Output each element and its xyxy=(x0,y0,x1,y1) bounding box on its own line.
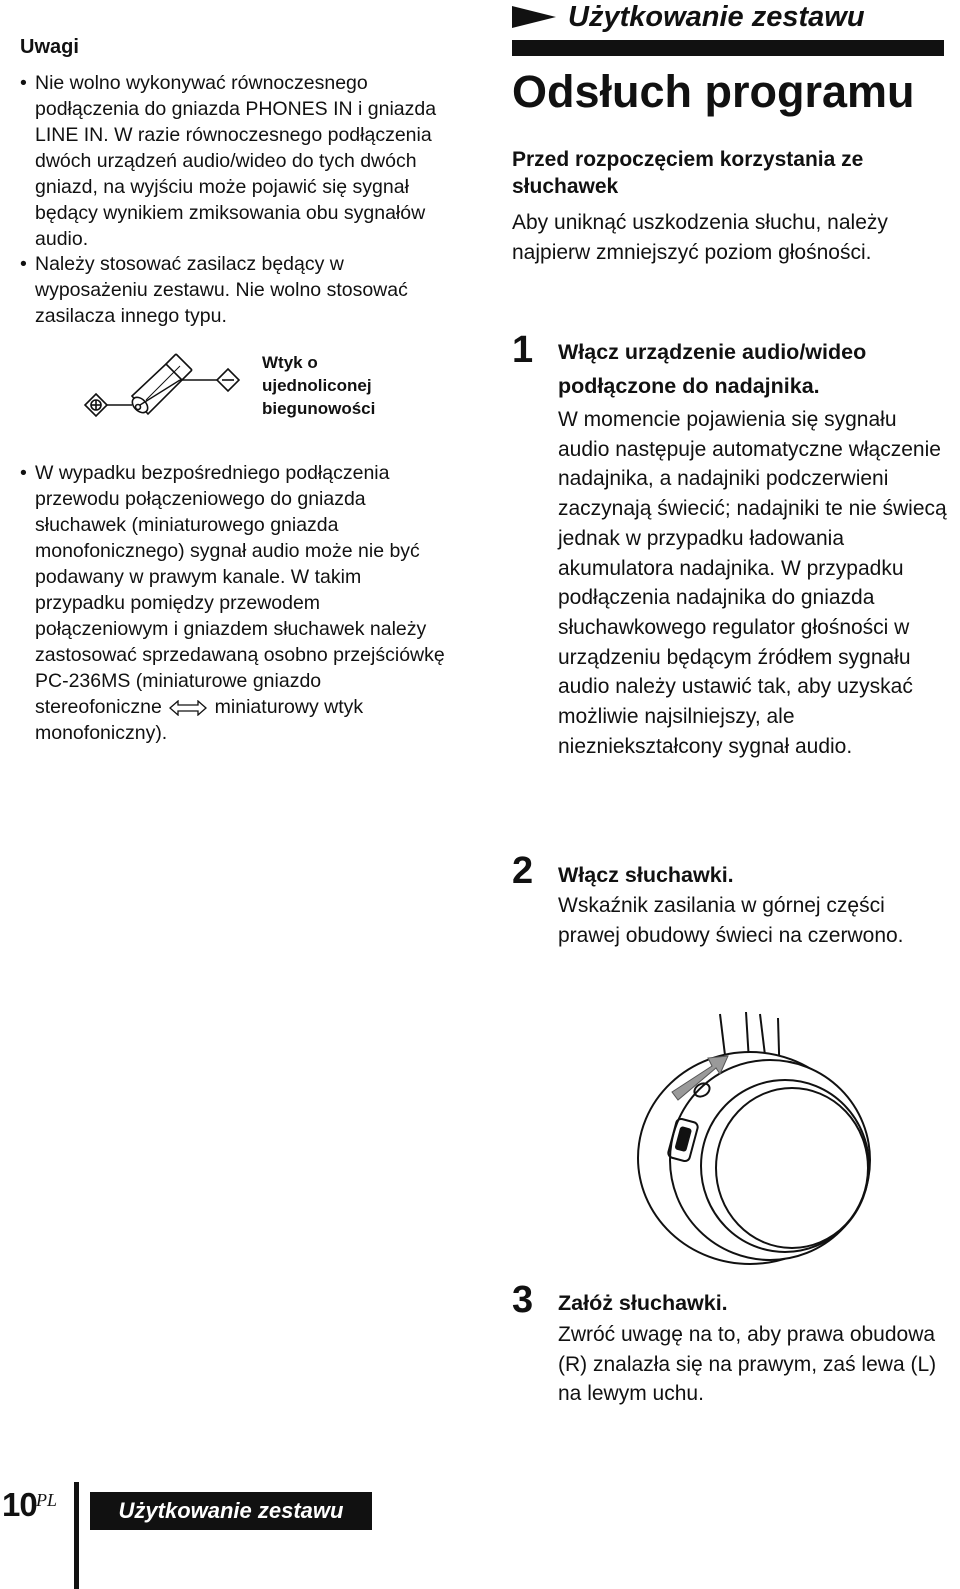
step-body-1: W momencie pojawienia się sygnału audio następuje automatyczne włączenie nadajnika, a nadajniki podczerwieni zaczynają świecić; nadajniki te nie świecą jednak w przypadku ładowania akumulatora nadajnika. W przypadku podłączenia nadajnika do gniazda słuchawkowego regulator głośności w urządzeniu będącym źródłem sygnału audio należy ustawić tak, aby uzyskać możliwie najsilniejszy, ale niezniekształcony sygnał audio. xyxy=(558,408,947,758)
step-title-3: Załóż słuchawki. xyxy=(558,1291,728,1315)
step-body-2: Wskaźnik zasilania w górnej części prawej obudowy świeci na czerwono. xyxy=(558,894,904,947)
step-title-1: Włącz urządzenie audio/wideo podłączone do nadajnika. xyxy=(558,340,867,398)
note-item-1 xyxy=(20,70,450,252)
note-text-3-part-2: miniaturowy wtyk monofoniczny). xyxy=(35,696,364,744)
minus-polarity-icon xyxy=(217,369,239,391)
triangle-marker-icon xyxy=(512,6,556,28)
headphone-earcup-illustration xyxy=(620,1008,880,1268)
subheading: Przed rozpoczęciem korzystania ze słuchawek xyxy=(512,148,864,198)
intro-text: Aby uniknąć uszkodzenia słuchu, należy najpierw zmniejszyć poziom głośności. xyxy=(512,211,888,264)
section-header-title: Użytkowanie zestawu xyxy=(568,0,865,33)
step-number-1: 1 xyxy=(512,329,534,371)
step-body-3: Zwróć uwagę na to, aby prawa obudowa (R) znalazła się na prawym, zaś lewa (L) na lewym uchu. xyxy=(558,1323,937,1406)
note-text-2: Należy stosować zasilacz będący w wyposażeniu zestawu. Nie wolno stosować zasilacza innego typu. xyxy=(35,253,408,327)
note-item-3 xyxy=(20,460,450,746)
footer-section-text: Użytkowanie zestawu xyxy=(118,1498,344,1523)
step-number-3: 3 xyxy=(512,1279,534,1321)
step-number-2: 2 xyxy=(512,850,534,892)
note-text-3 xyxy=(35,460,450,746)
plus-polarity-icon xyxy=(85,394,107,416)
page-title: Odsłuch programu xyxy=(512,66,915,117)
language-code: PL xyxy=(36,1490,58,1510)
footer-vertical-rule xyxy=(74,1482,79,1589)
double-arrow-icon xyxy=(169,700,207,716)
footer-section-label xyxy=(90,1492,372,1530)
section-rule xyxy=(512,40,944,56)
plug-barrel-icon xyxy=(129,354,192,416)
bullet: • xyxy=(20,253,27,275)
note-text-1: Nie wolno wykonywać równoczesnego podłączenia do gniazda PHONES IN i gniazda LINE IN. W razie równoczesnego podłączenia dwóch urządzeń audio/wideo do tych dwóch gniazd, na wyjściu może pojawić się sygnał będący wynikiem zmiksowania obu sygnałów audio. xyxy=(35,72,437,250)
note-item-2 xyxy=(20,251,450,329)
step-title-2: Włącz słuchawki. xyxy=(558,863,734,887)
section-header xyxy=(512,0,865,34)
polarity-plug-diagram xyxy=(80,350,240,422)
note-text-3-part-1: W wypadku bezpośredniego podłączenia przewodu połączeniowego do gniazda słuchawek (miniaturowego gniazda monofonicznego) sygnał audio może nie być podawany w prawym kanale. W takim przypadku pomiędzy przewodem połączeniowym i gniazdem słuchawek należy zastosować sprzedawaną osobno przejściówkę PC-236MS (miniaturowe gniazdo stereofoniczne xyxy=(35,462,445,718)
notes-heading: Uwagi xyxy=(20,36,79,58)
bullet: • xyxy=(20,462,27,484)
bullet: • xyxy=(20,72,27,94)
page-number: 10 xyxy=(2,1486,37,1523)
plug-label: Wtyk o ujednoliconej biegunowości xyxy=(262,353,376,418)
